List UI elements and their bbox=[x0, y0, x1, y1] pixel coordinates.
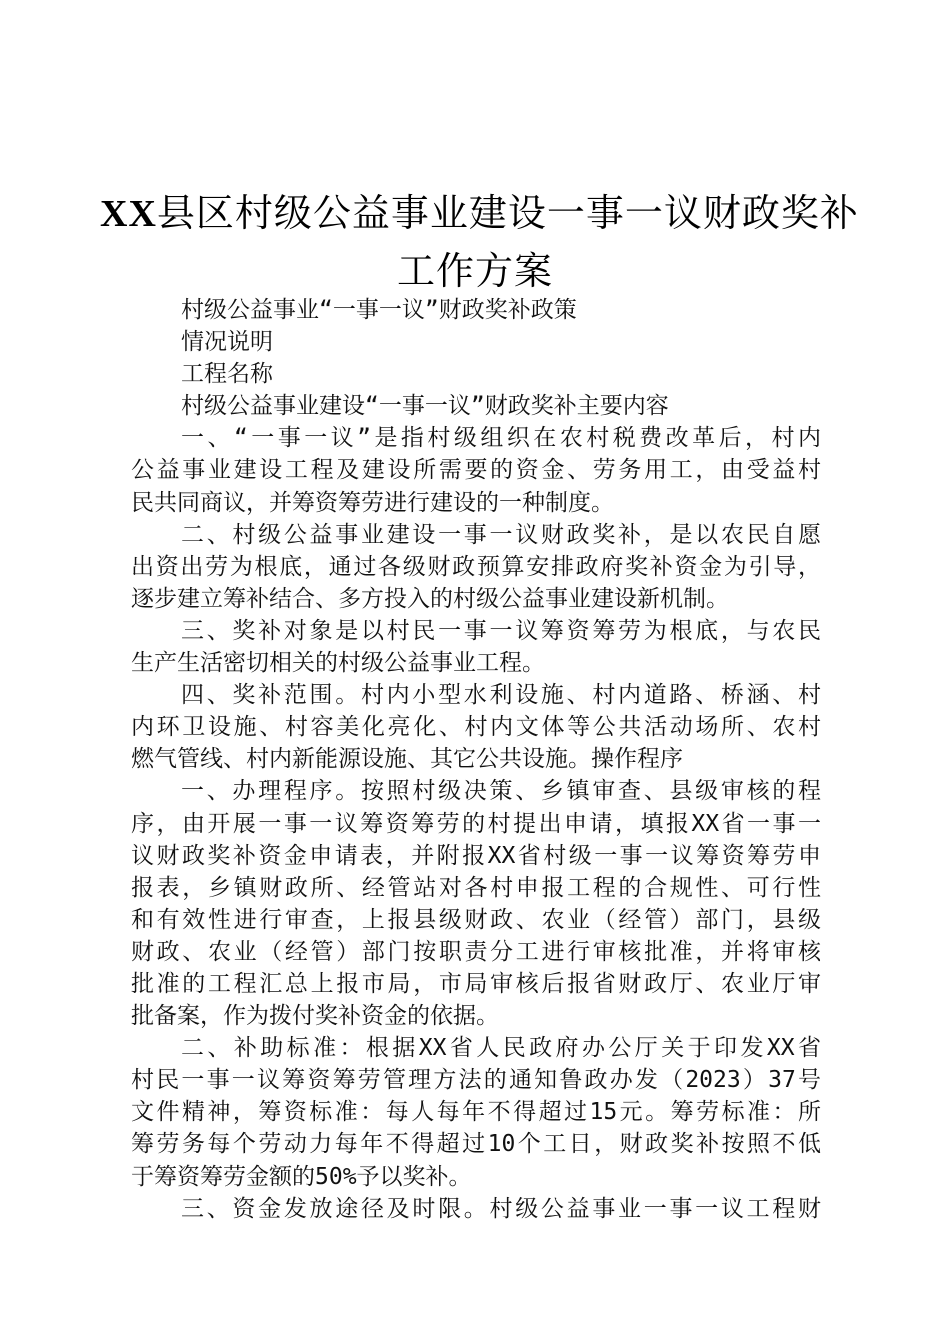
text-line: 村级公益事业“一事一议”财政奖补政策 bbox=[181, 297, 577, 323]
text-line: 村级公益事业建设“一事一议”财政奖补主要内容 bbox=[181, 393, 669, 420]
text-line: 财政、农业（经管）部门按职责分工进行审核批准，并将审核 bbox=[131, 938, 821, 965]
text-line: 报表，乡镇财政所、经管站对各村申报工程的合规性、可行性 bbox=[131, 874, 821, 901]
text-line: 生产生活密切相关的村级公益事业工程。 bbox=[131, 650, 545, 677]
text-line: 二、补助标准：根据XX省人民政府办公厅关于印发XX省 bbox=[181, 1035, 821, 1062]
text-line: 工程名称 bbox=[181, 361, 273, 388]
text-line: 批准的工程汇总上报市局，市局审核后报省财政厅、农业厅审 bbox=[131, 970, 821, 997]
text-line: 筹劳务每个劳动力每年不得超过10个工日，财政奖补按照不低 bbox=[131, 1131, 821, 1158]
title-text: 县区村级公益事业建设一事一议财政奖补 bbox=[156, 191, 859, 235]
text-line: 燃气管线、村内新能源设施、其它公共设施。操作程序 bbox=[131, 746, 683, 773]
text-line: 于筹资筹劳金额的50%予以奖补。 bbox=[131, 1163, 472, 1190]
text-line: 村民一事一议筹资筹劳管理方法的通知鲁政办发（2023）37号 bbox=[131, 1067, 821, 1094]
text-line: 批备案，作为拨付奖补资金的依据。 bbox=[131, 1003, 499, 1030]
text-line: 四、奖补范围。村内小型水利设施、村内道路、桥涵、村 bbox=[181, 682, 821, 709]
text-line: 内环卫设施、村容美化亮化、村内文体等公共活动场所、农村 bbox=[131, 714, 821, 741]
text-line: 公益事业建设工程及建设所需要的资金、劳务用工，由受益村 bbox=[131, 457, 821, 484]
text-line: 三、资金发放途径及时限。村级公益事业一事一议工程财 bbox=[181, 1195, 821, 1222]
text-line: 民共同商议，并筹资筹劳进行建设的一种制度。 bbox=[131, 489, 614, 516]
text-line: 出资出劳为根底，通过各级财政预算安排政府奖补资金为引导， bbox=[131, 553, 821, 580]
document-body bbox=[131, 294, 821, 1225]
text-line: 情况说明 bbox=[181, 329, 273, 356]
text-line: 一、“一事一议”是指村级组织在农村税费改革后，村内 bbox=[181, 425, 821, 452]
document-title-line-1 bbox=[100, 182, 859, 237]
title-prefix: XX bbox=[100, 193, 157, 235]
text-line: 三、奖补对象是以村民一事一议筹资筹劳为根底，与农民 bbox=[181, 617, 821, 644]
text-line: 二、村级公益事业建设一事一议财政奖补，是以农民自愿 bbox=[181, 521, 821, 548]
text-line: 逐步建立筹补结合、多方投入的村级公益事业建设新机制。 bbox=[131, 585, 729, 612]
text-line: 序，由开展一事一议筹资筹劳的村提出申请，填报XX省一事一 bbox=[131, 810, 821, 837]
text-line: 和有效性进行审查，上报县级财政、农业（经管）部门，县级 bbox=[131, 906, 821, 933]
document-title-line-2: 工作方案 bbox=[396, 249, 553, 293]
text-line: 文件精神，筹资标准：每人每年不得超过15元。筹劳标准：所 bbox=[131, 1099, 821, 1126]
text-line: 议财政奖补资金申请表，并附报XX省村级一事一议筹资筹劳申 bbox=[131, 842, 821, 869]
text-line: 一、办理程序。按照村级决策、乡镇审查、县级审核的程 bbox=[181, 778, 821, 805]
